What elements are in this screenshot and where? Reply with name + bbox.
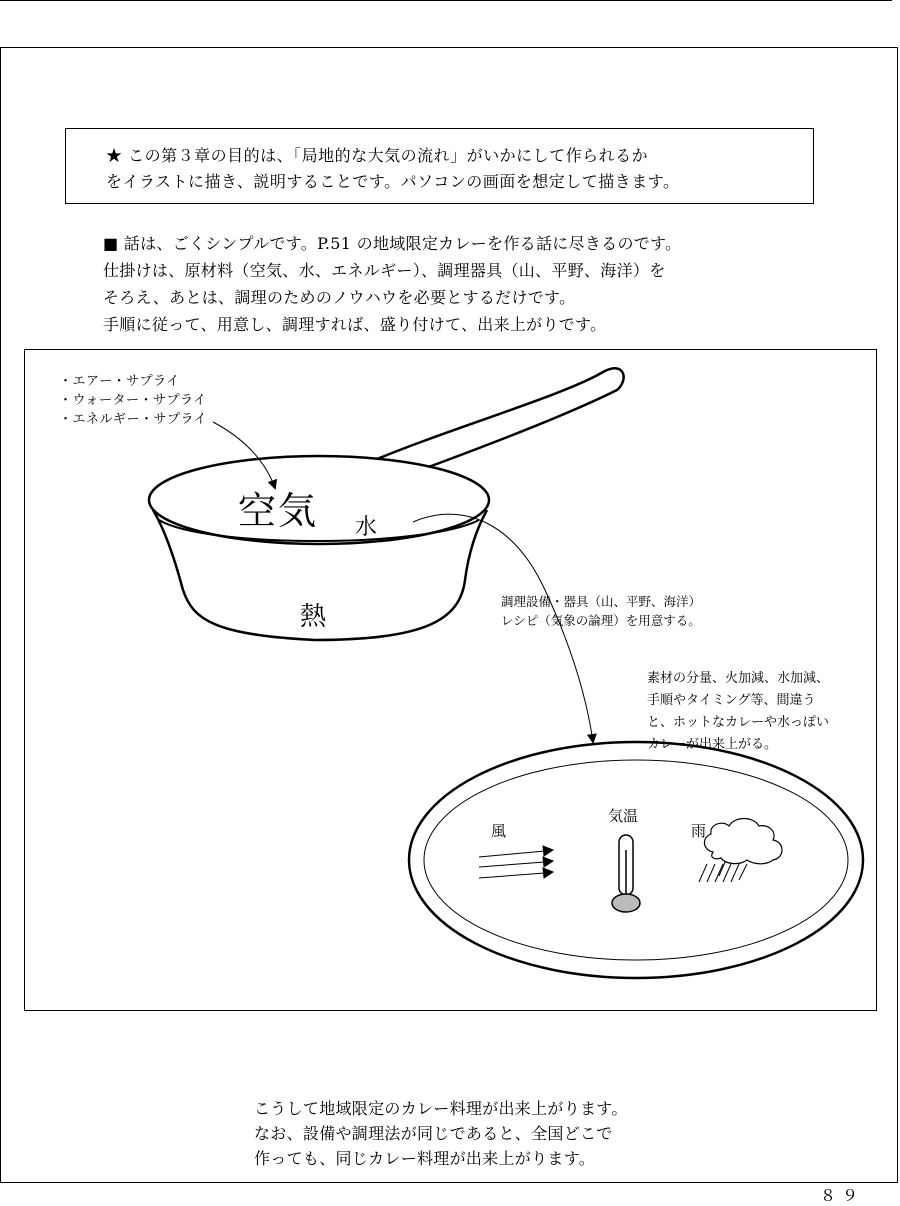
pot-label-heat: 熱 <box>300 602 327 632</box>
chapter-goal-box <box>65 128 814 204</box>
plate-label-temperature: 気温 <box>608 807 639 825</box>
plate-label-rain: 雨 <box>691 822 707 840</box>
equipment-line-2: レシピ（気象の論理）を用意する。 <box>501 613 701 628</box>
equipment-line-1: 調理設備・器具（山、平野、海洋） <box>501 594 702 609</box>
supply-energy: ・エネルギー・サプライ <box>59 412 208 427</box>
supply-air: ・エアー・サプライ <box>59 374 180 389</box>
intro-line-2: 仕掛けは、原材料（空気、水、エネルギー）、調理器具（山、平野、海洋）を <box>103 261 666 280</box>
intro-line-4: 手順に従って、用意し、調理すれば、盛り付けて、出来上がりです。 <box>103 315 607 334</box>
intro-line-1: ■ 話は、ごくシンプルです。P.51 の地域限定カレーを作る話に尽きるのです。 <box>103 234 682 253</box>
pot-handle <box>370 368 624 472</box>
supply-list <box>59 372 207 429</box>
tips-line-4: カレーが出来上がる。 <box>647 737 778 752</box>
closing-line-1: こうして地域限定のカレー料理が出来上がります。 <box>254 1099 628 1118</box>
cooking-tips-note <box>647 668 829 756</box>
pot-rim <box>149 456 489 544</box>
pot-label-air: 空気 <box>238 489 319 533</box>
equipment-note <box>501 592 701 630</box>
tips-line-3: と、ホットなカレーや水っぽい <box>647 715 830 730</box>
page-number: ８９ <box>820 1186 865 1205</box>
curry-pot-diagram <box>24 349 877 1011</box>
goal-line-2: をイラストに描き、説明することです。パソコンの画面を想定して描きます。 <box>106 172 680 191</box>
pot-label-water: 水 <box>355 515 378 540</box>
closing-line-2: なお、設備や調理法が同じであると、全国どこで <box>254 1124 613 1143</box>
plate-label-wind: 風 <box>491 822 507 840</box>
plate-outer <box>409 742 863 978</box>
closing-line-3: 作っても、同じカレー料理が出来上がります。 <box>254 1149 596 1168</box>
intro-line-3: そろえ、あとは、調理のためのノウハウを必要とするだけです。 <box>103 288 576 307</box>
tips-line-1: 素材の分量、火加減、水加減、 <box>647 671 830 686</box>
closing-paragraph <box>254 1096 628 1171</box>
goal-line-1: ★ この第３章の目的は、「局地的な大気の流れ」がいかにして作られるか <box>106 146 649 165</box>
top-rule <box>0 0 892 1</box>
intro-paragraph <box>103 230 681 338</box>
tips-line-2: 手順やタイミング等、間違う <box>647 693 816 708</box>
supply-water: ・ウォーター・サプライ <box>59 393 207 408</box>
